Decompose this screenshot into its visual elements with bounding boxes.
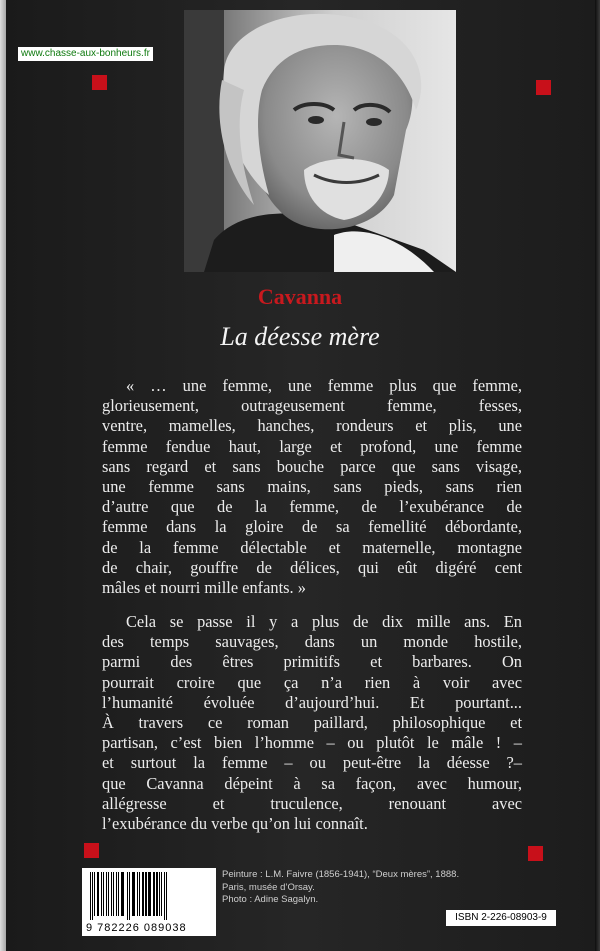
description-line: des temps sauvages, dans un monde hostile, — [102, 632, 522, 652]
quote-line: ventre, mamelles, hanches, rondeurs et plis, une — [102, 416, 522, 436]
barcode-bar — [129, 872, 130, 920]
barcode-bar — [106, 872, 107, 916]
barcode-bar — [92, 872, 93, 920]
barcode-bar — [90, 872, 91, 920]
credit-museum: Paris, musée d’Orsay. — [222, 881, 315, 893]
quote-line: « … une femme, une femme plus que femme, — [126, 376, 522, 395]
barcode-bar — [148, 872, 150, 916]
quote-line: d’autre que de la femme, de l’exubérance de — [102, 497, 522, 517]
quote-line: sans regard et sans bouche parce que sans visage, — [102, 456, 522, 476]
barcode-bar — [108, 872, 109, 916]
ean-barcode — [82, 868, 216, 936]
red-square-bottom-left — [84, 843, 99, 858]
quote-line: glorieusement, outrageusement femme, fesses, — [102, 396, 522, 416]
barcode-bar — [113, 872, 114, 916]
barcode-bar — [137, 872, 138, 916]
author-name: Cavanna — [257, 284, 343, 309]
barcode-bar — [94, 872, 95, 916]
barcode-bar — [101, 872, 102, 916]
barcode-bar — [116, 872, 117, 916]
isbn-label: ISBN 2-226-08903-9 — [446, 910, 556, 926]
red-square-bottom-right — [528, 846, 543, 861]
cover-left-edge — [0, 0, 6, 951]
quote-line: femme fendue haut, large et profond, une femme — [102, 436, 522, 456]
barcode-bar — [97, 872, 99, 916]
credit-photo: Photo : Adine Sagalyn. — [222, 894, 319, 905]
barcode-bar — [121, 872, 123, 916]
description-line: Cela se passe il y a plus de dix mille ans. En — [126, 612, 522, 631]
quote-line: de chair, gouffre de délices, qui eût digéré cent — [102, 557, 522, 577]
barcode-bar — [164, 872, 165, 920]
credit-painting: Peinture : L.M. Faivre (1856-1941), “Deux mères”, 1888. — [222, 869, 460, 880]
description-line: partisan, c’est bien l’homme – ou plutôt le mâle ! – — [102, 733, 522, 753]
barcode-bar — [142, 872, 144, 916]
description-line: parmi des êtres primitifs et barbares. On — [102, 652, 522, 672]
barcode-bars — [88, 872, 210, 920]
description-line: l’exubérance du verbe qu’on lui connaît. — [102, 814, 368, 834]
cover-right-edge — [595, 0, 600, 951]
book-title: La déesse mère — [220, 322, 380, 351]
red-square-top-left — [92, 75, 107, 90]
image-credits — [222, 869, 522, 907]
barcode-bar — [161, 872, 162, 916]
barcode-digits: 9 782226 089038 — [86, 922, 187, 934]
description-line: À travers ce roman paillard, philosophique et — [102, 713, 522, 733]
description-line: pourrait croire que ça n’a rien à voir avec — [102, 672, 522, 692]
description-line: et surtout la femme – ou peut-être la déesse ?– — [102, 753, 522, 773]
barcode-bar — [127, 872, 128, 920]
barcode-bar — [103, 872, 104, 916]
barcode-bar — [111, 872, 112, 916]
barcode-bar — [134, 872, 135, 916]
barcode-bar — [153, 872, 155, 916]
description-line: allégresse et truculence, renouant avec — [102, 793, 522, 813]
book-description — [102, 612, 522, 834]
watermark-url: www.chasse-aux-bonheurs.fr — [18, 47, 153, 61]
author-photo — [184, 10, 456, 272]
barcode-bar — [159, 872, 160, 916]
description-line: que Cavanna dépeint à sa façon, avec humour, — [102, 773, 522, 793]
barcode-bar — [150, 872, 151, 916]
barcode-bar — [139, 872, 140, 916]
barcode-bar — [123, 872, 124, 916]
description-line: l’humanité évoluée d’aujourd’hui. Et pourtant... — [102, 692, 522, 712]
excerpt-quote — [102, 376, 522, 598]
barcode-bar — [145, 872, 147, 916]
quote-line: femme dans la gloire de sa femellité débordante, — [102, 517, 522, 537]
barcode-bar — [132, 872, 134, 916]
red-square-top-right — [536, 80, 551, 95]
quote-line: une femme sans mains, sans pieds, sans rien — [102, 477, 522, 497]
quote-line: mâles et nourri mille enfants. » — [102, 578, 306, 598]
barcode-bar — [118, 872, 119, 916]
barcode-bar — [166, 872, 167, 920]
barcode-bar — [156, 872, 158, 916]
quote-line: de la femme délectable et maternelle, montagne — [102, 537, 522, 557]
